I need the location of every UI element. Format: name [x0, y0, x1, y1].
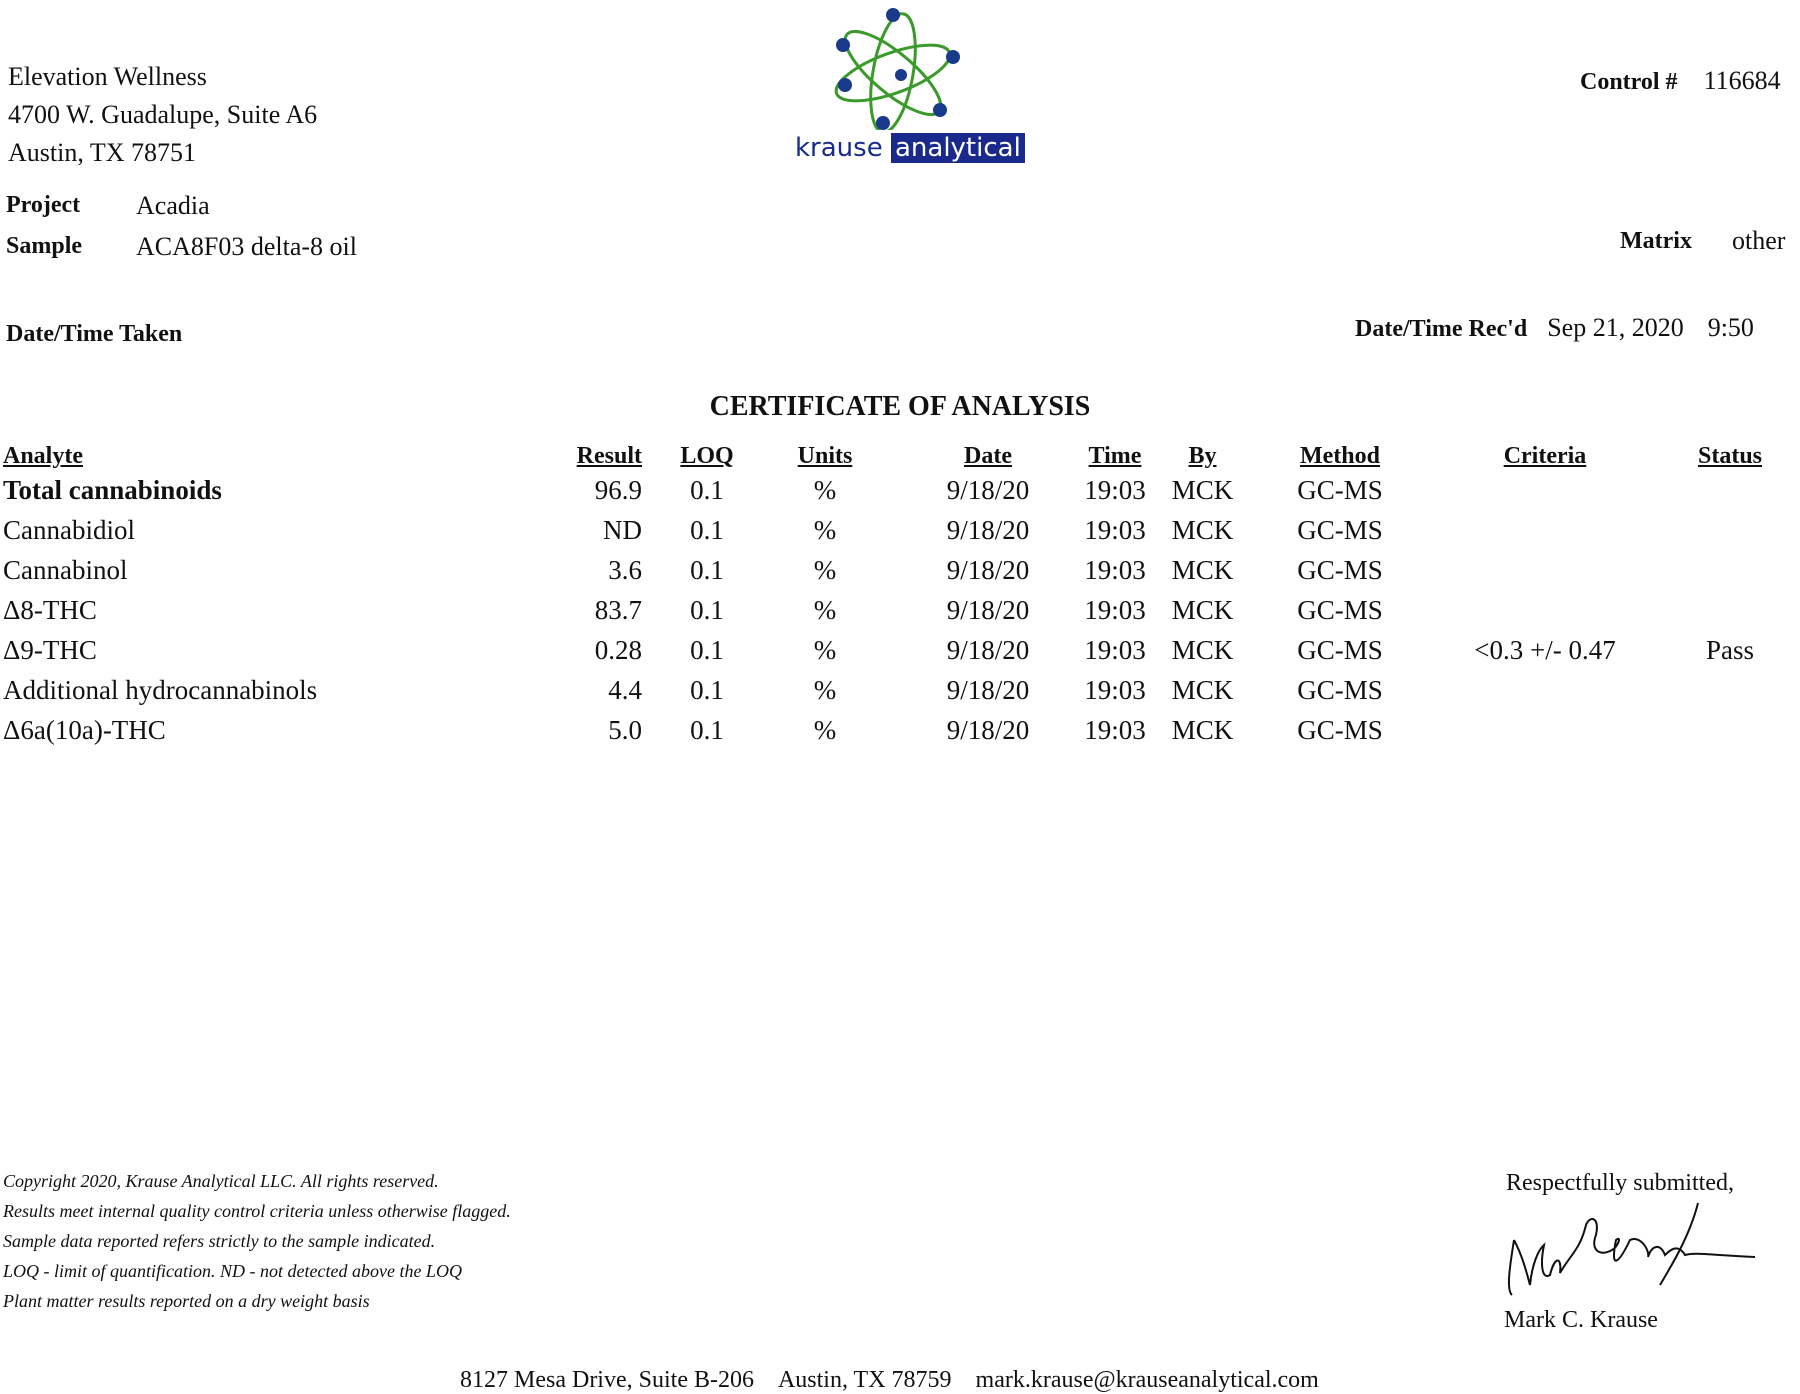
cell-method: GC-MS [1297, 595, 1383, 625]
cell-method: GC-MS [1297, 635, 1383, 665]
lab-city: Austin, TX 78759 [777, 1367, 952, 1393]
cell-by: MCK [1171, 635, 1234, 665]
footnote-dry-weight: Plant matter results reported on a dry weight basis [3, 1291, 370, 1311]
control-value: 116684 [1703, 66, 1781, 95]
cell-result: ND [603, 515, 642, 545]
table-row [0, 515, 1800, 555]
footnotes [3, 1166, 511, 1316]
footnote-copyright: Copyright 2020, Krause Analytical LLC. All rights reserved. [3, 1171, 439, 1191]
cell-units: % [813, 595, 837, 625]
cell-analyte: Δ6a(10a)-THC [3, 715, 166, 745]
lab-street: 8127 Mesa Drive, Suite B-206 [460, 1367, 754, 1393]
cell-method: GC-MS [1297, 675, 1383, 705]
cell-units: % [813, 515, 837, 545]
cell-units: % [813, 635, 837, 665]
cell-by: MCK [1171, 475, 1234, 505]
cell-analyte: Δ9-THC [3, 635, 97, 665]
cell-units: % [813, 555, 837, 585]
cell-units: % [813, 715, 837, 745]
table-row [0, 715, 1800, 755]
date-taken-label: Date/Time Taken [6, 321, 183, 347]
header-method: Method [1300, 443, 1380, 469]
logo-wordmark [795, 133, 1025, 163]
footnote-sample: Sample data reported refers strictly to the sample indicated. [3, 1231, 436, 1251]
matrix-value: other [1732, 226, 1786, 255]
cell-time: 19:03 [1084, 635, 1146, 665]
control-label: Control # [1580, 69, 1678, 95]
logo-word-krause: krause [795, 133, 883, 163]
client-address [8, 58, 317, 172]
handwritten-signature-icon [1500, 1195, 1765, 1305]
signatory-name: Mark C. Krause [1504, 1307, 1658, 1333]
project-label: Project [6, 192, 81, 218]
cell-analyte: Additional hydrocannabinols [3, 675, 318, 705]
cell-time: 19:03 [1084, 595, 1146, 625]
cell-date: 9/18/20 [946, 675, 1030, 705]
cell-analyte: Cannabidiol [3, 515, 135, 545]
cell-result: 3.6 [608, 555, 642, 585]
page-title: CERTIFICATE OF ANALYSIS [709, 391, 1091, 422]
cell-time: 19:03 [1084, 675, 1146, 705]
cell-method: GC-MS [1297, 515, 1383, 545]
cell-loq: 0.1 [690, 515, 724, 545]
header-status: Status [1697, 443, 1763, 469]
cell-time: 19:03 [1084, 515, 1146, 545]
atom-logo-icon [795, 5, 1015, 130]
lab-email: mark.krause@krauseanalytical.com [975, 1367, 1319, 1393]
table-row [0, 675, 1800, 715]
cell-loq: 0.1 [690, 475, 724, 505]
header-date: Date [964, 443, 1012, 469]
date-received-date: Sep 21, 2020 [1547, 313, 1684, 342]
cell-by: MCK [1171, 595, 1234, 625]
cell-result: 5.0 [608, 715, 642, 745]
client-address-line1: 4700 W. Guadalupe, Suite A6 [8, 100, 318, 129]
date-received-time: 9:50 [1707, 313, 1754, 342]
results-table [0, 440, 1800, 760]
date-received-label: Date/Time Rec'd [1355, 316, 1528, 342]
cell-result: 83.7 [594, 595, 642, 625]
matrix-label: Matrix [1620, 228, 1692, 254]
cell-method: GC-MS [1297, 475, 1383, 505]
cell-date: 9/18/20 [946, 595, 1030, 625]
lab-address-line [460, 1367, 1319, 1394]
header-result: Result [576, 443, 642, 469]
cell-loq: 0.1 [690, 635, 724, 665]
date-received [1355, 313, 1754, 343]
cell-analyte: Total cannabinoids [3, 475, 222, 505]
cell-by: MCK [1171, 675, 1234, 705]
cell-units: % [813, 675, 837, 705]
signature-intro: Respectfully submitted, [1506, 1170, 1734, 1196]
cell-by: MCK [1171, 715, 1234, 745]
cell-loq: 0.1 [690, 715, 724, 745]
control-number [1580, 66, 1781, 96]
header-time: Time [1088, 443, 1142, 469]
cell-status: Pass [1705, 635, 1754, 665]
cell-loq: 0.1 [690, 555, 724, 585]
sample-label: Sample [6, 233, 83, 259]
table-row [0, 555, 1800, 595]
header-units: Units [797, 443, 853, 469]
cell-analyte: Δ8-THC [3, 595, 97, 625]
sample-value: ACA8F03 delta-8 oil [136, 232, 357, 261]
cell-result: 4.4 [608, 675, 642, 705]
cell-time: 19:03 [1084, 555, 1146, 585]
krause-logo [795, 5, 1021, 170]
cell-loq: 0.1 [690, 595, 724, 625]
table-row [0, 595, 1800, 635]
cell-loq: 0.1 [690, 675, 724, 705]
cell-method: GC-MS [1297, 715, 1383, 745]
header-criteria: Criteria [1503, 443, 1587, 469]
project-value: Acadia [136, 191, 210, 220]
cell-method: GC-MS [1297, 555, 1383, 585]
cell-date: 9/18/20 [946, 475, 1030, 505]
header-by: By [1188, 443, 1217, 469]
cell-criteria: <0.3 +/- 0.47 [1474, 635, 1616, 665]
cell-units: % [813, 475, 837, 505]
cell-analyte: Cannabinol [3, 555, 128, 585]
table-row [0, 475, 1800, 515]
footnote-quality: Results meet internal quality control criteria unless otherwise flagged. [3, 1201, 511, 1221]
cell-date: 9/18/20 [946, 635, 1030, 665]
cell-result: 96.9 [594, 475, 642, 505]
header-analyte: Analyte [3, 443, 83, 469]
cell-time: 19:03 [1084, 475, 1146, 505]
cell-result: 0.28 [594, 635, 642, 665]
cell-by: MCK [1171, 515, 1234, 545]
client-address-line2: Austin, TX 78751 [8, 138, 197, 167]
cell-date: 9/18/20 [946, 555, 1030, 585]
cell-by: MCK [1171, 555, 1234, 585]
logo-word-analytical: analytical [891, 133, 1025, 163]
client-name: Elevation Wellness [8, 62, 207, 91]
table-row [0, 635, 1800, 675]
cell-date: 9/18/20 [946, 715, 1030, 745]
header-loq: LOQ [680, 443, 734, 469]
footnote-loq: LOQ - limit of quantification. ND - not detected above the LOQ [3, 1261, 462, 1281]
cell-time: 19:03 [1084, 715, 1146, 745]
cell-date: 9/18/20 [946, 515, 1030, 545]
